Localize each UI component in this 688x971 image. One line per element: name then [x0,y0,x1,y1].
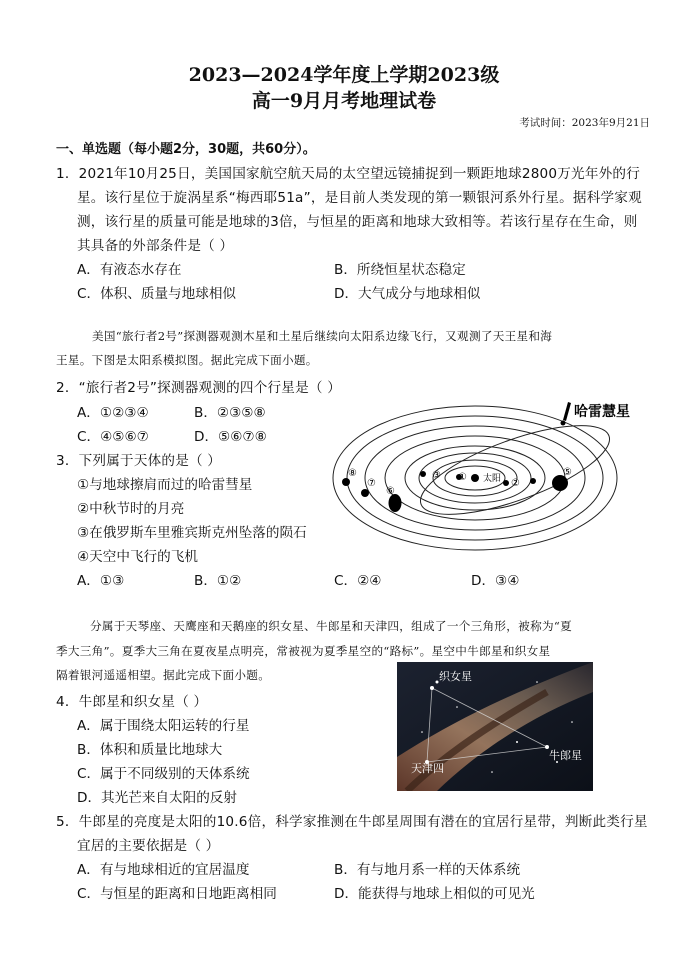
planet-label-7: ⑦ [367,478,376,489]
exam-title-line1: 2023—2024学年度上学期2023级 [188,64,500,86]
planet-label-3: ③ [432,470,441,481]
q4-option-d[interactable]: D．其光芒来自太阳的反射 [77,790,237,806]
intro2-line1: 分属于天琴座、天鹰座和天鹅座的织女星、牛郎星和天津四，组成了一个三角形，被称为“夏 [90,619,572,633]
q4-option-b[interactable]: B．体积和质量比地球大 [77,742,223,758]
intro1-line2: 王星。下图是太阳系模拟图。据此完成下面小题。 [56,353,318,367]
q3-item-1: ①与地球擦肩而过的哈雷彗星 [77,477,253,493]
planet-8 [342,478,350,486]
comet-icon [563,402,571,421]
altair-label: 牛郎星 [549,749,582,762]
q5-option-b[interactable]: B．有与地月系一样的天体系统 [334,862,521,878]
q1-line1: 1．2021年10月25日，美国国家航空航天局的太空望远镜捕捉到一颗距地球2800万光年外的行 [56,166,641,182]
q3-item-3: ③在俄罗斯车里雅宾斯克州坠落的陨石 [77,525,307,541]
sun-icon [471,474,479,482]
q3-option-d[interactable]: D．③④ [471,573,520,589]
planet-7 [361,489,369,497]
vega-label: 织女星 [439,670,472,683]
q2-option-a[interactable]: A．①②③④ [77,405,149,421]
q3-stem: 3．下列属于天体的是（ ） [56,453,222,469]
intro2-line3: 隔着银河遥遥相望。据此完成下面小题。 [56,668,271,682]
q2-option-d[interactable]: D．⑤⑥⑦⑧ [194,429,267,445]
q3-option-b[interactable]: B．①② [194,573,242,589]
planet-label-8: ⑧ [348,468,357,479]
planet-label-1: ① [458,472,467,483]
q4-stem: 4．牛郎星和织女星（ ） [56,694,208,710]
q1-option-d[interactable]: D．大气成分与地球相似 [334,286,481,302]
q1-line4: 其具备的外部条件是（ ） [77,238,234,254]
q3-option-c[interactable]: C．②④ [334,573,382,589]
exam-title-line2: 高一9月月考地理试卷 [251,90,437,112]
planet-4 [530,478,536,484]
q5-option-c[interactable]: C．与恒星的距离和日地距离相同 [77,886,277,902]
comet-label: 哈雷慧星 [574,404,630,420]
exam-date: 考试时间：2023年9月21日 [519,117,650,129]
q1-option-b[interactable]: B．所绕恒星状态稳定 [334,262,466,278]
sun-label: 太阳 [483,474,502,484]
q2-stem: 2．“旅行者2号”探测器观测的四个行星是（ ） [56,380,341,396]
intro2-line2: 季大三角”。夏季大三角在夏夜星点明亮，常被视为夏季星空的“路标”。星空中牛郎星和织女星 [56,644,551,658]
solar-system-diagram [330,390,630,562]
q1-line3: 测，该行星的质量可能是地球的3倍，与恒星的距离和地球大致相等。若该行星存在生命，则 [77,214,638,230]
q4-option-a[interactable]: A．属于围绕太阳运转的行星 [77,718,250,734]
q5-line2: 宜居的主要依据是（ ） [77,838,220,854]
q4-option-c[interactable]: C．属于不同级别的天体系统 [77,766,250,782]
q1-option-a[interactable]: A．有液态水存在 [77,262,182,278]
q3-item-2: ②中秋节时的月亮 [77,501,185,517]
q1-option-c[interactable]: C．体积、质量与地球相似 [77,286,237,302]
q5-option-d[interactable]: D．能获得与地球上相似的可见光 [334,886,535,902]
planet-3 [420,471,426,477]
planet-label-2: ② [511,478,520,489]
q5-option-a[interactable]: A．有与地球相近的宜居温度 [77,862,250,878]
q2-option-c[interactable]: C．④⑤⑥⑦ [77,429,149,445]
planet-2 [503,480,509,486]
section-heading: 一、单选题（每小题2分，30题，共60分）。 [56,142,316,157]
q2-option-b[interactable]: B．②③⑤⑧ [194,405,266,421]
deneb-label: 天津四 [411,762,444,775]
planet-label-5: ⑤ [563,467,572,478]
q5-line1: 5．牛郎星的亮度是太阳的10.6倍，科学家推测在牛郎星周围有潜在的宜居行星带，判断此类行星 [56,814,648,830]
q1-line2: 星。该行星位于旋涡星系“梅西耶51a”，是目前人类发现的第一颗银河系外行星。据科学家观 [77,190,642,206]
intro1-line1: 美国“旅行者2号”探测器观测木星和土星后继续向太阳系边缘飞行，又观测了天王星和海 [92,329,553,343]
summer-triangle-photo [397,662,593,791]
q3-item-4: ④天空中飞行的飞机 [77,549,198,565]
planet-label-6: ⑥ [386,486,395,497]
q3-option-a[interactable]: A．①③ [77,573,125,589]
